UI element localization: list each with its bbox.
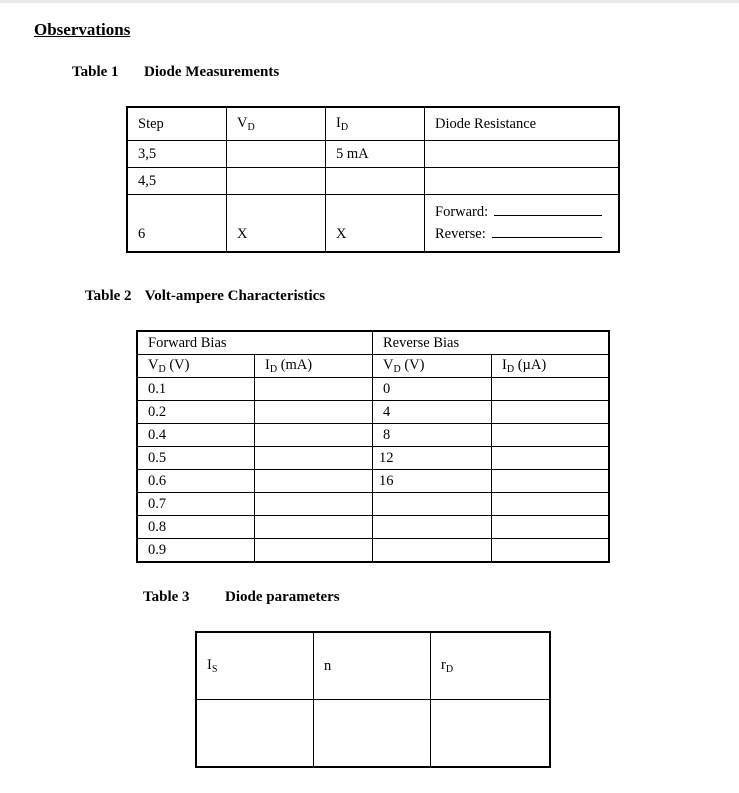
table2-caption-title: Volt-ampere Characteristics (144, 288, 326, 304)
fwd-id[interactable] (255, 539, 373, 563)
fwd-vd: 0.2 (137, 401, 255, 424)
diode-measurements-table (126, 106, 620, 253)
cell-vd[interactable] (227, 141, 326, 168)
table-row (137, 539, 609, 563)
cell-resistance[interactable] (425, 168, 620, 195)
fwd-vd: 0.4 (137, 424, 255, 447)
fwd-id[interactable] (255, 470, 373, 493)
rev-vd[interactable] (373, 516, 492, 539)
fwd-vd: 0.6 (137, 470, 255, 493)
cell-step: 4,5 (127, 168, 227, 195)
cell-id: X (326, 195, 425, 253)
table-row (137, 516, 609, 539)
table-row (127, 141, 619, 168)
rev-id[interactable] (492, 424, 610, 447)
table3-caption (143, 589, 340, 606)
rev-id[interactable] (492, 378, 610, 401)
cell-rd-value[interactable] (431, 700, 551, 768)
cell-vd: X (227, 195, 326, 253)
fwd-vd: 0.1 (137, 378, 255, 401)
table2-caption (85, 288, 325, 305)
header-id: $I_D$ (326, 107, 425, 141)
fwd-vd: 0.7 (137, 493, 255, 516)
table-row (127, 107, 619, 141)
cell-n-value[interactable] (314, 700, 431, 768)
section-heading: Observations (34, 20, 131, 39)
rev-vd: 4 (373, 401, 492, 424)
diode-parameters-table (195, 631, 551, 768)
fwd-id[interactable] (255, 516, 373, 539)
rev-vd: 8 (373, 424, 492, 447)
header-n: n (314, 632, 431, 700)
fwd-id[interactable] (255, 424, 373, 447)
table-row (137, 470, 609, 493)
fwd-vd: 0.9 (137, 539, 255, 563)
rev-id[interactable] (492, 401, 610, 424)
reverse-line[interactable]: Reverse: (435, 223, 618, 245)
table-row (137, 378, 609, 401)
fwd-vd: 0.5 (137, 447, 255, 470)
table-row (196, 700, 550, 768)
rev-id[interactable] (492, 493, 610, 516)
fwd-id[interactable] (255, 493, 373, 516)
header-diode-resistance: Diode Resistance (425, 107, 620, 141)
top-border (0, 0, 739, 3)
table-row (137, 493, 609, 516)
header-vd: $V_D$ (227, 107, 326, 141)
forward-bias-group: Forward Bias (137, 331, 373, 355)
fwd-id[interactable] (255, 401, 373, 424)
cell-id[interactable] (326, 168, 425, 195)
table-row (137, 447, 609, 470)
rev-vd: 12 (373, 447, 492, 470)
cell-is-value[interactable] (196, 700, 314, 768)
cell-resistance-forward-reverse (425, 195, 620, 253)
header-rev-vd: $V_D$ (V) (373, 355, 492, 378)
rev-vd: 0 (373, 378, 492, 401)
header-fwd-vd: $V_D$ (V) (137, 355, 255, 378)
table-row (137, 355, 609, 378)
rev-vd[interactable] (373, 539, 492, 563)
table3-caption-number: Table 3 (143, 589, 190, 605)
cell-step: 6 (127, 195, 227, 253)
fwd-vd: 0.8 (137, 516, 255, 539)
header-rev-id: $I_D$ (µA) (492, 355, 610, 378)
rev-id[interactable] (492, 516, 610, 539)
cell-vd[interactable] (227, 168, 326, 195)
reverse-bias-group: Reverse Bias (373, 331, 610, 355)
table-row (137, 331, 609, 355)
cell-id: 5 mA (326, 141, 425, 168)
fwd-id[interactable] (255, 378, 373, 401)
table-row (137, 401, 609, 424)
table-row (127, 168, 619, 195)
cell-resistance[interactable] (425, 141, 620, 168)
header-step: Step (127, 107, 227, 141)
rev-id[interactable] (492, 470, 610, 493)
table-row (137, 424, 609, 447)
header-is: $I_S$ (196, 632, 314, 700)
cell-step: 3,5 (127, 141, 227, 168)
rev-vd: 16 (373, 470, 492, 493)
table1-caption-title: Diode Measurements (144, 64, 280, 80)
table3-caption-title: Diode parameters (225, 589, 340, 605)
forward-line[interactable]: Forward: (435, 201, 618, 223)
table1-caption-number: Table 1 (72, 64, 119, 80)
table-row (196, 632, 550, 700)
table1-caption (72, 64, 279, 81)
header-rd: $r_D$ (431, 632, 551, 700)
header-fwd-id: $I_D$ (mA) (255, 355, 373, 378)
rev-id[interactable] (492, 539, 610, 563)
rev-vd[interactable] (373, 493, 492, 516)
fwd-id[interactable] (255, 447, 373, 470)
rev-id[interactable] (492, 447, 610, 470)
volt-ampere-table (136, 330, 610, 563)
table-row (127, 195, 619, 253)
table2-caption-number: Table 2 (85, 288, 132, 304)
